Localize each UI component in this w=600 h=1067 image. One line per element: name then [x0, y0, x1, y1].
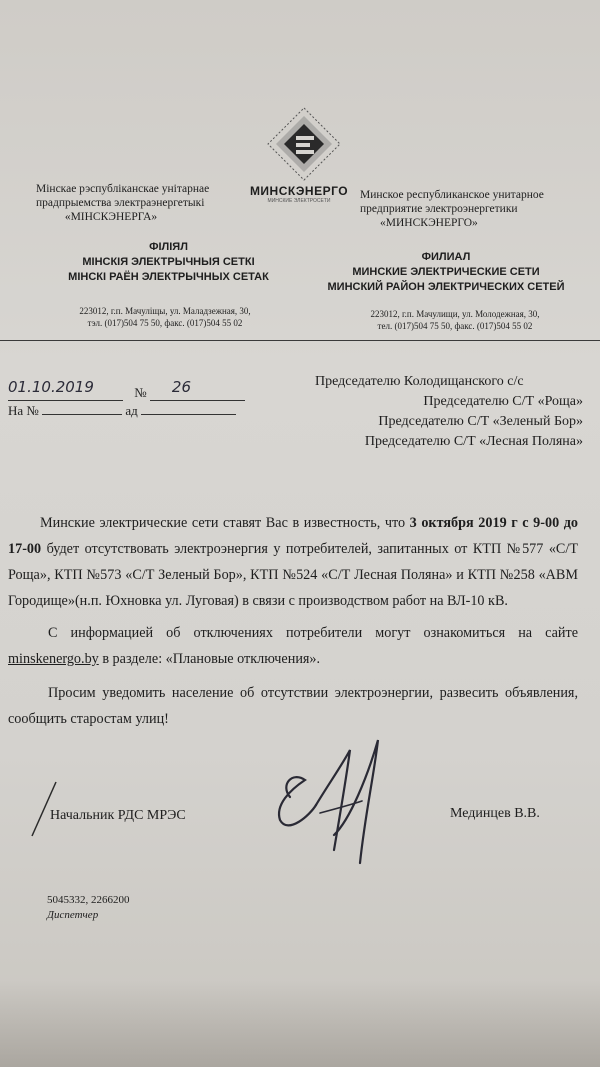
filial-right-line: ФИЛИАЛ — [421, 251, 471, 263]
filial-left-line: МІНСКІ РАЁН ЭЛЕКТРЫЧНЫХ СЕТАК — [68, 271, 269, 283]
signatory-name: Мединцев В.В. — [450, 806, 540, 821]
outage-details: будет отсутствовать электроэнергия у потребителей, запитанных от КТП №577 «С/Т Роща», КТП №573 «С/Т Зеленый Бор», КТП №524 «С/Т Лесная Поляна» и КТП №258 «АВМ Городище»(н.п. Юхновка ул. Луговая) в связи с производством работ на ВЛ-10 кВ. — [8, 541, 578, 609]
address-right-line: 223012, г.п. Мачулищи, ул. Молодежная, 30, — [370, 309, 540, 319]
filial-right-line: МИНСКИЙ РАЙОН ЭЛЕКТРИЧЕСКИХ СЕТЕЙ — [327, 281, 565, 293]
header-right-line: Минское республиканское унитарное — [360, 189, 544, 201]
addressee: Председателю С/Т «Лесная Поляна» — [364, 434, 583, 449]
number-label: № — [134, 385, 147, 400]
header-left-org — [36, 182, 241, 224]
minskenergo-logo — [262, 106, 346, 184]
filial-right-line: МИНСКИЕ ЭЛЕКТРИЧЕСКИЕ СЕТИ — [352, 266, 540, 278]
addressee: Председателю С/Т «Роща» — [423, 394, 583, 409]
handwritten-signature — [250, 735, 410, 865]
address-right — [340, 308, 570, 332]
header-left-line: «МІНСКЭНЕРГА» — [64, 211, 158, 223]
paragraph-info — [8, 620, 578, 672]
outage-datetime: 3 октября 2019 г с 9-00 до 17-00 — [8, 515, 579, 557]
addressee: Председателю С/Т «Зеленый Бор» — [378, 414, 583, 429]
addressee: Председателю Колодищанского с/с — [315, 374, 524, 389]
header-right-line: предприятие электроэнергетики — [360, 203, 518, 215]
address-right-line: тел. (017)504 75 50, факс. (017)504 55 02 — [377, 321, 533, 331]
website-link[interactable]: minskenergo.by — [8, 651, 99, 667]
bottom-shadow — [0, 980, 600, 1067]
paragraph-outage — [8, 510, 578, 614]
logo-name: МИНСКЭНЕРГО — [249, 184, 349, 198]
signatory-title: Начальник РДС МРЭС — [50, 808, 186, 823]
dispatcher-contact — [47, 893, 130, 923]
request-text: Просим уведомить население об отсутствии электроэнергии, развесить объявления, сообщить старостам улиц! — [8, 685, 578, 727]
address-left — [40, 305, 290, 329]
ad-label: ад — [125, 403, 138, 418]
header-left-line: прадпрыемства электраэнергетыкі — [36, 197, 205, 209]
outage-intro: Минские электрические сети ставят Вас в известность, что — [40, 515, 410, 531]
address-left-line: 223012, г.п. Мачуліщы, ул. Маладзежная, 30, — [79, 306, 251, 316]
addressee-list — [305, 372, 583, 452]
reference-block — [8, 378, 258, 419]
info-intro: С информацией об отключениях потребители могут ознакомиться на сайте — [48, 625, 578, 641]
na-label: На № — [8, 403, 39, 418]
paragraph-request — [8, 680, 578, 732]
filial-left — [36, 240, 301, 285]
filial-left-line: ФІЛІЯЛ — [149, 241, 188, 253]
logo-subtitle: МИНСКИЕ ЭЛЕКТРОСЕТИ — [267, 198, 331, 204]
header-divider — [0, 340, 600, 341]
filial-right — [300, 250, 592, 295]
header-right-org — [360, 188, 585, 230]
address-left-line: тэл. (017)504 75 50, факс. (017)504 55 02 — [87, 318, 243, 328]
dispatcher-phones: 5045332, 2266200 — [47, 894, 130, 906]
letter-date: 01.10.2019 — [8, 378, 94, 396]
header-right-line: «МИНСКЭНЕРГО» — [380, 217, 478, 229]
filial-left-line: МІНСКІЯ ЭЛЕКТРЫЧНЫЯ СЕТКІ — [82, 256, 255, 268]
header-left-line: Мінскае рэспубліканскае унітарнае — [36, 183, 210, 195]
letter-body — [8, 510, 578, 732]
dispatcher-role: Диспетчер — [47, 909, 99, 921]
letter-number: 26 — [171, 378, 191, 396]
info-section: в разделе: «Плановые отключения». — [98, 651, 321, 667]
